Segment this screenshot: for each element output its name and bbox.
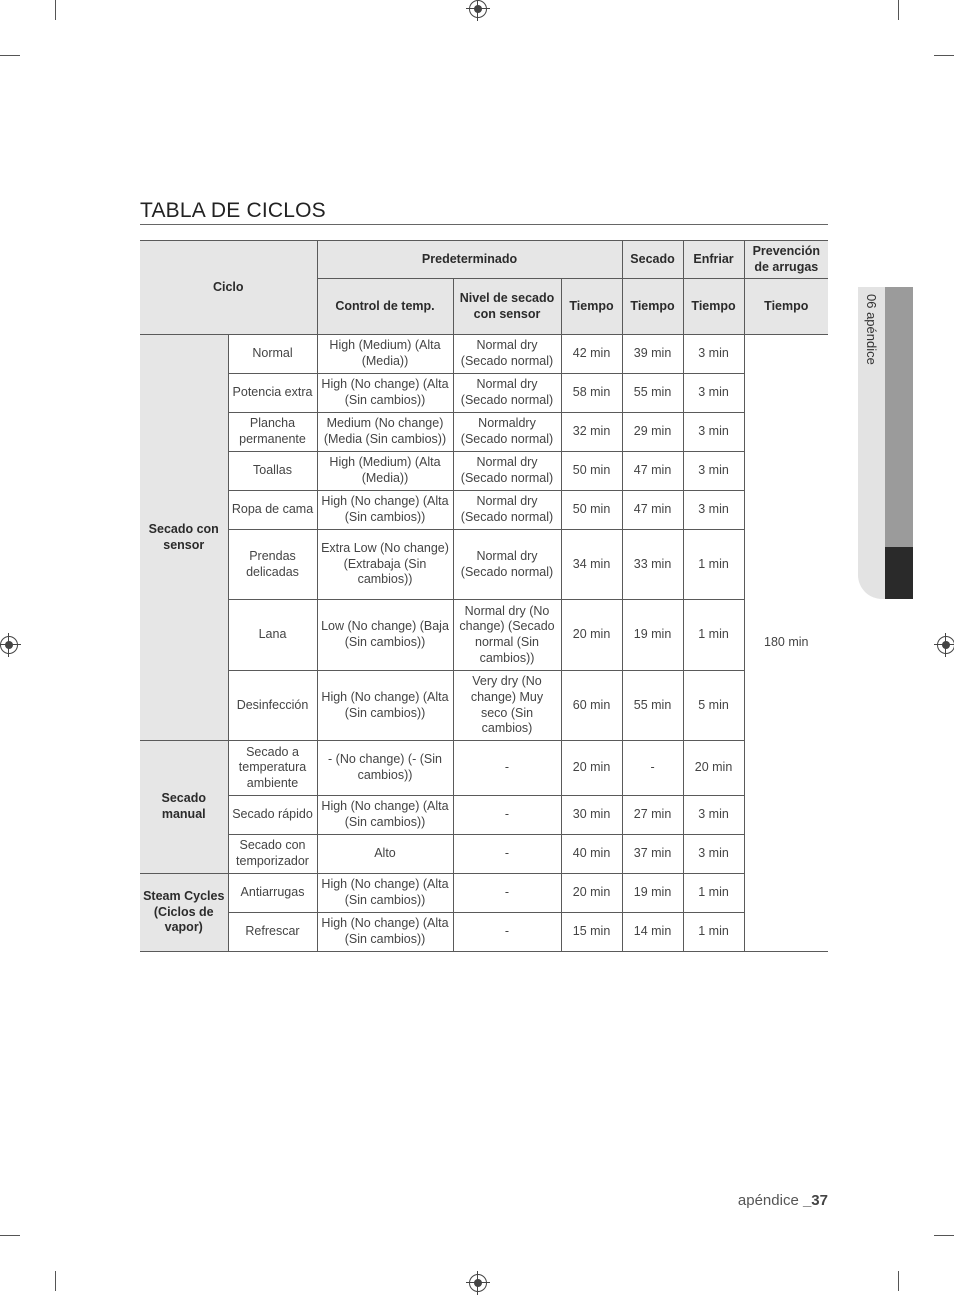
header-control-temp: Control de temp. (317, 279, 453, 335)
table-row (140, 796, 828, 835)
temp-cell: Medium (No change) (Media (Sin cambios)) (317, 413, 453, 452)
temp-cell: Extra Low (No change) (Extrabaja (Sin cambios)) (317, 530, 453, 600)
tiempo-cell: 60 min (561, 671, 622, 741)
enfriar-cell: 1 min (683, 600, 744, 671)
cycle-name: Normal (228, 335, 317, 374)
tiempo-cell: 58 min (561, 374, 622, 413)
tiempo-cell: 15 min (561, 913, 622, 952)
secado-cell: 37 min (622, 835, 683, 874)
cycle-name: Desinfección (228, 671, 317, 741)
header-tiempo: Tiempo (622, 279, 683, 335)
table-row (140, 452, 828, 491)
temp-cell: High (Medium) (Alta (Media)) (317, 335, 453, 374)
level-cell: Normal dry (No change) (Secado normal (Sin cambios)) (453, 600, 561, 671)
tiempo-cell: 20 min (561, 741, 622, 796)
tiempo-cell: 40 min (561, 835, 622, 874)
cycle-name: Refrescar (228, 913, 317, 952)
enfriar-cell: 20 min (683, 741, 744, 796)
registration-mark-icon (469, 0, 487, 18)
level-cell: Normal dry (Secado normal) (453, 374, 561, 413)
secado-cell: 39 min (622, 335, 683, 374)
enfriar-cell: 3 min (683, 452, 744, 491)
enfriar-cell: 3 min (683, 335, 744, 374)
tiempo-cell: 30 min (561, 796, 622, 835)
tiempo-cell: 50 min (561, 491, 622, 530)
temp-cell: Low (No change) (Baja (Sin cambios)) (317, 600, 453, 671)
crop-mark (0, 1235, 20, 1236)
cycle-name: Prendas delicadas (228, 530, 317, 600)
temp-cell: High (No change) (Alta (Sin cambios)) (317, 796, 453, 835)
table-row (140, 671, 828, 741)
tiempo-cell: 34 min (561, 530, 622, 600)
table-row (140, 741, 828, 796)
table-row (140, 413, 828, 452)
enfriar-cell: 1 min (683, 913, 744, 952)
level-cell: - (453, 913, 561, 952)
table-row (140, 835, 828, 874)
cycle-name: Secado rápido (228, 796, 317, 835)
side-tab-marker (885, 547, 913, 599)
group-label-sensor: Secado con sensor (140, 335, 228, 741)
header-prevencion: Prevención de arrugas (744, 241, 828, 279)
enfriar-cell: 3 min (683, 374, 744, 413)
table-row (140, 874, 828, 913)
cycle-name: Antiarrugas (228, 874, 317, 913)
cycle-name: Ropa de cama (228, 491, 317, 530)
level-cell: - (453, 741, 561, 796)
crop-mark (934, 55, 954, 56)
crop-mark (934, 1235, 954, 1236)
page-number: _37 (802, 1192, 828, 1209)
header-nivel-secado: Nivel de secado con sensor (453, 279, 561, 335)
cycle-name: Plancha permanente (228, 413, 317, 452)
secado-cell: 19 min (622, 600, 683, 671)
header-tiempo: Tiempo (744, 279, 828, 335)
header-tiempo: Tiempo (561, 279, 622, 335)
level-cell: Normal dry (Secado normal) (453, 452, 561, 491)
cycle-name: Secado con temporizador (228, 835, 317, 874)
title-divider (140, 224, 828, 225)
secado-cell: 14 min (622, 913, 683, 952)
table-row (140, 530, 828, 600)
enfriar-cell: 1 min (683, 874, 744, 913)
cycle-name: Toallas (228, 452, 317, 491)
table-row (140, 913, 828, 952)
secado-cell: 47 min (622, 491, 683, 530)
secado-cell: 27 min (622, 796, 683, 835)
side-tab-bar (885, 287, 913, 547)
temp-cell: High (No change) (Alta (Sin cambios)) (317, 671, 453, 741)
enfriar-cell: 3 min (683, 491, 744, 530)
cycle-name: Secado a temperatura ambiente (228, 741, 317, 796)
crop-mark (0, 55, 20, 56)
prevencion-value: 180 min (744, 335, 828, 952)
tiempo-cell: 20 min (561, 874, 622, 913)
table-row (140, 491, 828, 530)
tiempo-cell: 42 min (561, 335, 622, 374)
temp-cell: High (No change) (Alta (Sin cambios)) (317, 874, 453, 913)
enfriar-cell: 5 min (683, 671, 744, 741)
secado-cell: 55 min (622, 671, 683, 741)
temp-cell: High (No change) (Alta (Sin cambios)) (317, 913, 453, 952)
crop-mark (898, 0, 899, 20)
level-cell: Normaldry (Secado normal) (453, 413, 561, 452)
level-cell: Normal dry (Secado normal) (453, 335, 561, 374)
level-cell: - (453, 835, 561, 874)
table-row (140, 600, 828, 671)
table-row (140, 335, 828, 374)
header-secado: Secado (622, 241, 683, 279)
secado-cell: 33 min (622, 530, 683, 600)
side-tab-label: 06 apéndice (864, 294, 879, 365)
enfriar-cell: 1 min (683, 530, 744, 600)
level-cell: - (453, 796, 561, 835)
level-cell: - (453, 874, 561, 913)
enfriar-cell: 3 min (683, 413, 744, 452)
page-footer (738, 1192, 828, 1209)
header-predeterminado: Predeterminado (317, 241, 622, 279)
level-cell: Very dry (No change) Muy seco (Sin cambios) (453, 671, 561, 741)
secado-cell: 47 min (622, 452, 683, 491)
level-cell: Normal dry (Secado normal) (453, 530, 561, 600)
cycle-name: Potencia extra (228, 374, 317, 413)
cycle-name: Lana (228, 600, 317, 671)
crop-mark (898, 1271, 899, 1291)
table-row (140, 374, 828, 413)
enfriar-cell: 3 min (683, 796, 744, 835)
temp-cell: High (No change) (Alta (Sin cambios)) (317, 491, 453, 530)
cycle-table (140, 240, 828, 952)
temp-cell: High (Medium) (Alta (Media)) (317, 452, 453, 491)
enfriar-cell: 3 min (683, 835, 744, 874)
secado-cell: 29 min (622, 413, 683, 452)
temp-cell: High (No change) (Alta (Sin cambios)) (317, 374, 453, 413)
secado-cell: 55 min (622, 374, 683, 413)
registration-mark-icon (0, 636, 18, 654)
header-tiempo: Tiempo (683, 279, 744, 335)
tiempo-cell: 32 min (561, 413, 622, 452)
secado-cell: - (622, 741, 683, 796)
group-label-steam: Steam Cycles (Ciclos de vapor) (140, 874, 228, 952)
tiempo-cell: 20 min (561, 600, 622, 671)
header-enfriar: Enfriar (683, 241, 744, 279)
crop-mark (55, 0, 56, 20)
temp-cell: Alto (317, 835, 453, 874)
registration-mark-icon (469, 1274, 487, 1292)
page-title: TABLA DE CICLOS (140, 199, 326, 222)
secado-cell: 19 min (622, 874, 683, 913)
temp-cell: - (No change) (- (Sin cambios)) (317, 741, 453, 796)
header-ciclo: Ciclo (140, 241, 317, 335)
crop-mark (55, 1271, 56, 1291)
registration-mark-icon (937, 636, 954, 654)
footer-section: apéndice (737, 1192, 799, 1209)
group-label-manual: Secado manual (140, 741, 228, 874)
level-cell: Normal dry (Secado normal) (453, 491, 561, 530)
tiempo-cell: 50 min (561, 452, 622, 491)
